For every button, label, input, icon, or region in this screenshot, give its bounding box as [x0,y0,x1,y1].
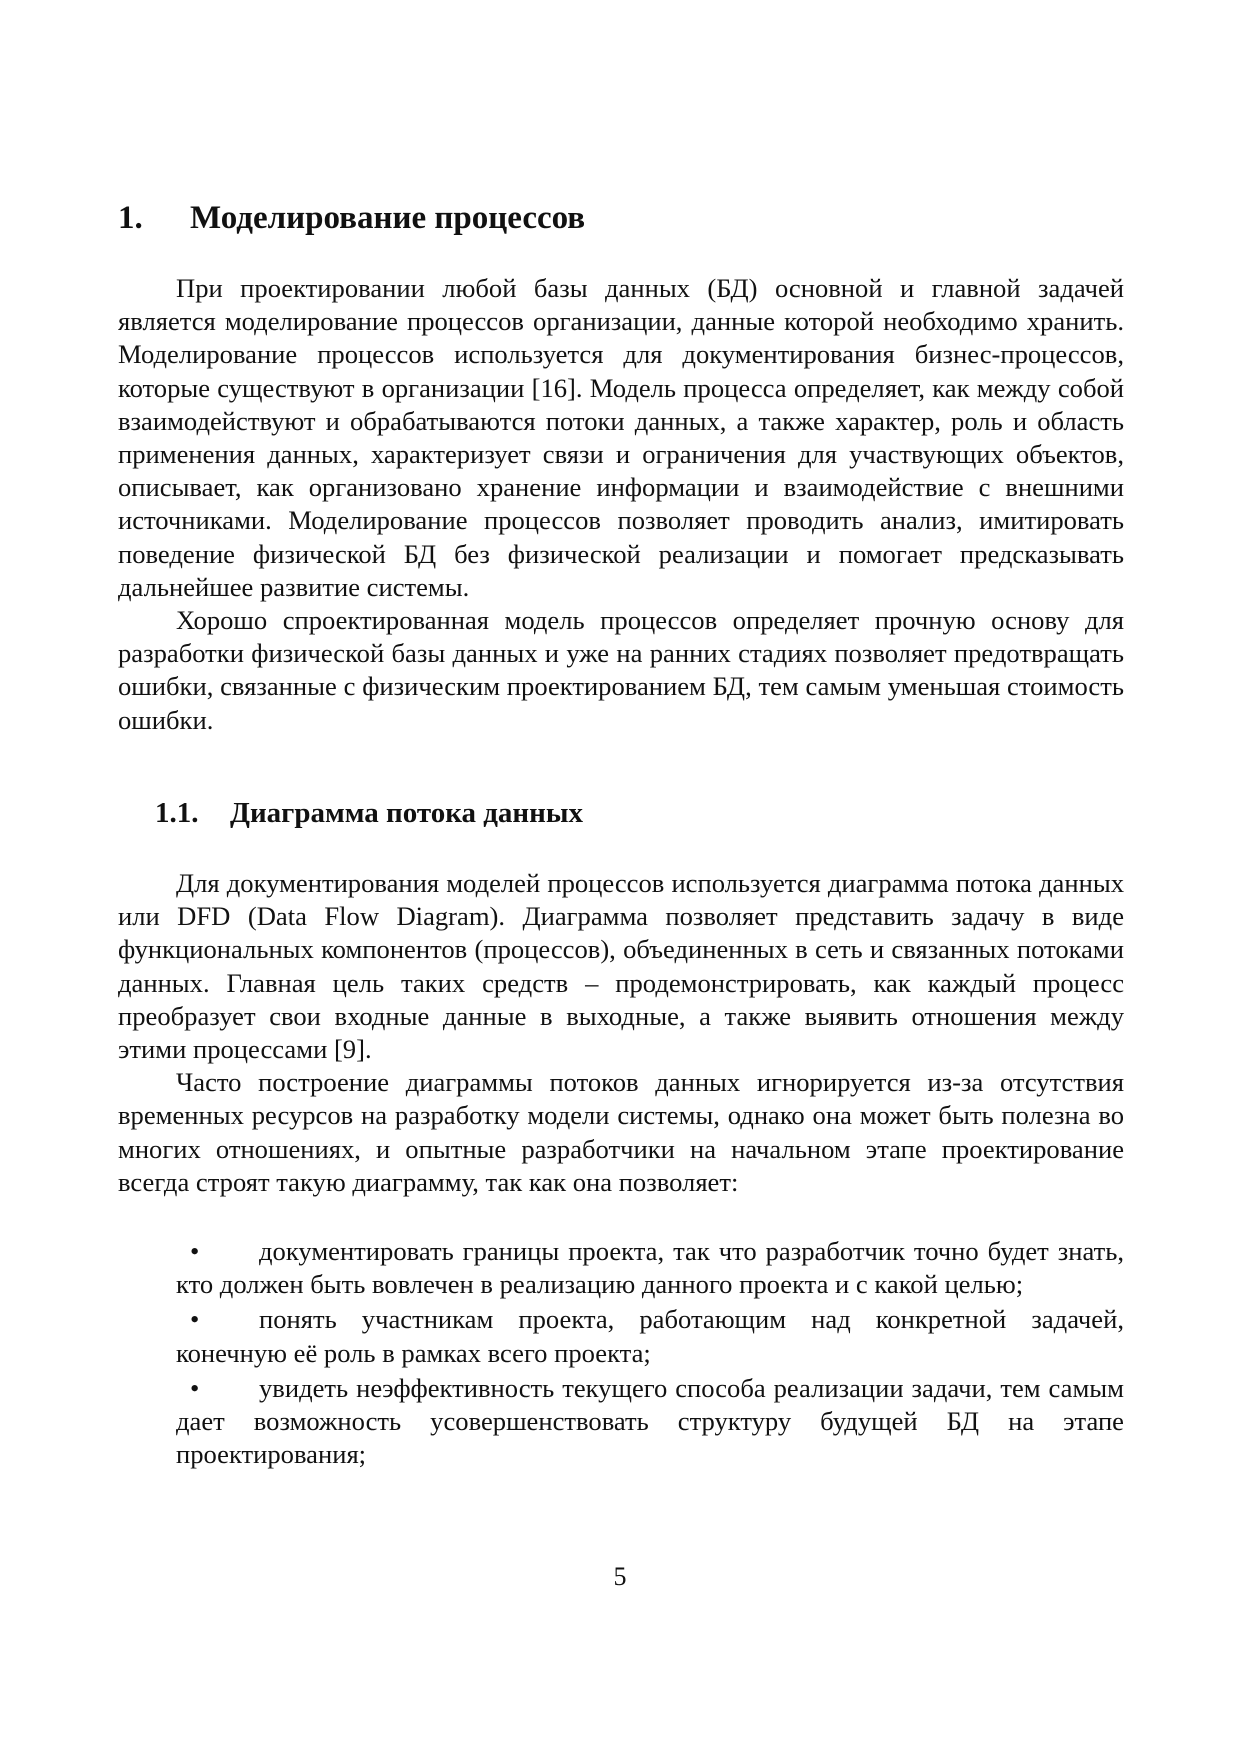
section-heading [118,198,585,238]
paragraph: Для документирования моделей процессов используется диаграмма потока данных или DFD (Data Flow Diagram). Диаграмма позволяет представить задачу в виде функциональных компонентов (процессов), объединенных в сеть и связанных потоками данных. Главная цель таких средств – продемонстрировать, как каждый процесс преобразует свои входные данные в выходные, а также выявить отношения между этими процессами [9]. [118,868,1124,1065]
list-item [176,1303,1124,1369]
section-title: Моделирование процессов [190,200,586,236]
subsection-heading [155,795,583,831]
bullet-list [176,1235,1124,1473]
page-number: 5 [613,1562,627,1591]
section-number: 1. [118,200,143,236]
bullet-icon: • [190,1304,200,1335]
bullet-icon: • [190,1236,200,1266]
subsection-number: 1.1. [155,797,199,829]
list-item-text: увидеть неэффективность текущего способа реализации задачи, тем самым дает возможность усовершенствовать структуру будущей БД на этапе проектирования; [176,1372,1124,1470]
list-item [176,1372,1124,1472]
bullet-icon: • [190,1372,200,1403]
paragraph: Часто построение диаграммы потоков данных игнорируется из-за отсутствия временных ресурсов на разработку модели системы, однако она может быть полезна во многих отношениях, и опытные разработчики на начальном этапе проектирование всегда строят такую диаграмму, так как она позволяет: [118,1067,1124,1197]
list-item-text: документировать границы проекта, так что разработчик точно будет знать, кто должен быть вовлечен в реализацию данного проекта и с какой целью; [176,1236,1124,1300]
subsection-body [118,867,1124,1199]
paragraph: Хорошо спроектированная модель процессов определяет прочную основу для разработки физической базы данных и уже на ранних стадиях позволяет предотвращать ошибки, связанные с физическим проектированием БД, тем самым уменьшая стоимость ошибки. [118,605,1124,735]
section-body [118,272,1124,737]
subsection-title: Диаграмма потока данных [230,797,583,829]
list-item [176,1235,1124,1301]
list-item-text: понять участникам проекта, работающим над конкретной задачей, конечную её роль в рамках всего проекта; [176,1304,1124,1368]
paragraph: При проектировании любой базы данных (БД) основной и главной задачей является моделирование процессов организации, данные которой необходимо хранить. Моделирование процессов используется для документирования бизнес-процессов, которые существуют в организации [16]. Модель процесса определяет, как между собой взаимодействуют и обрабатываются потоки данных, а также характер, роль и область применения данных, характеризует связи и ограничения для участвующих объектов, описывает, как организовано хранение информации и взаимодействие с внешними источниками. Моделирование процессов позволяет проводить анализ, имитировать поведение физической БД без физической реализации и помогает предсказывать дальнейшее развитие системы. [118,273,1124,602]
